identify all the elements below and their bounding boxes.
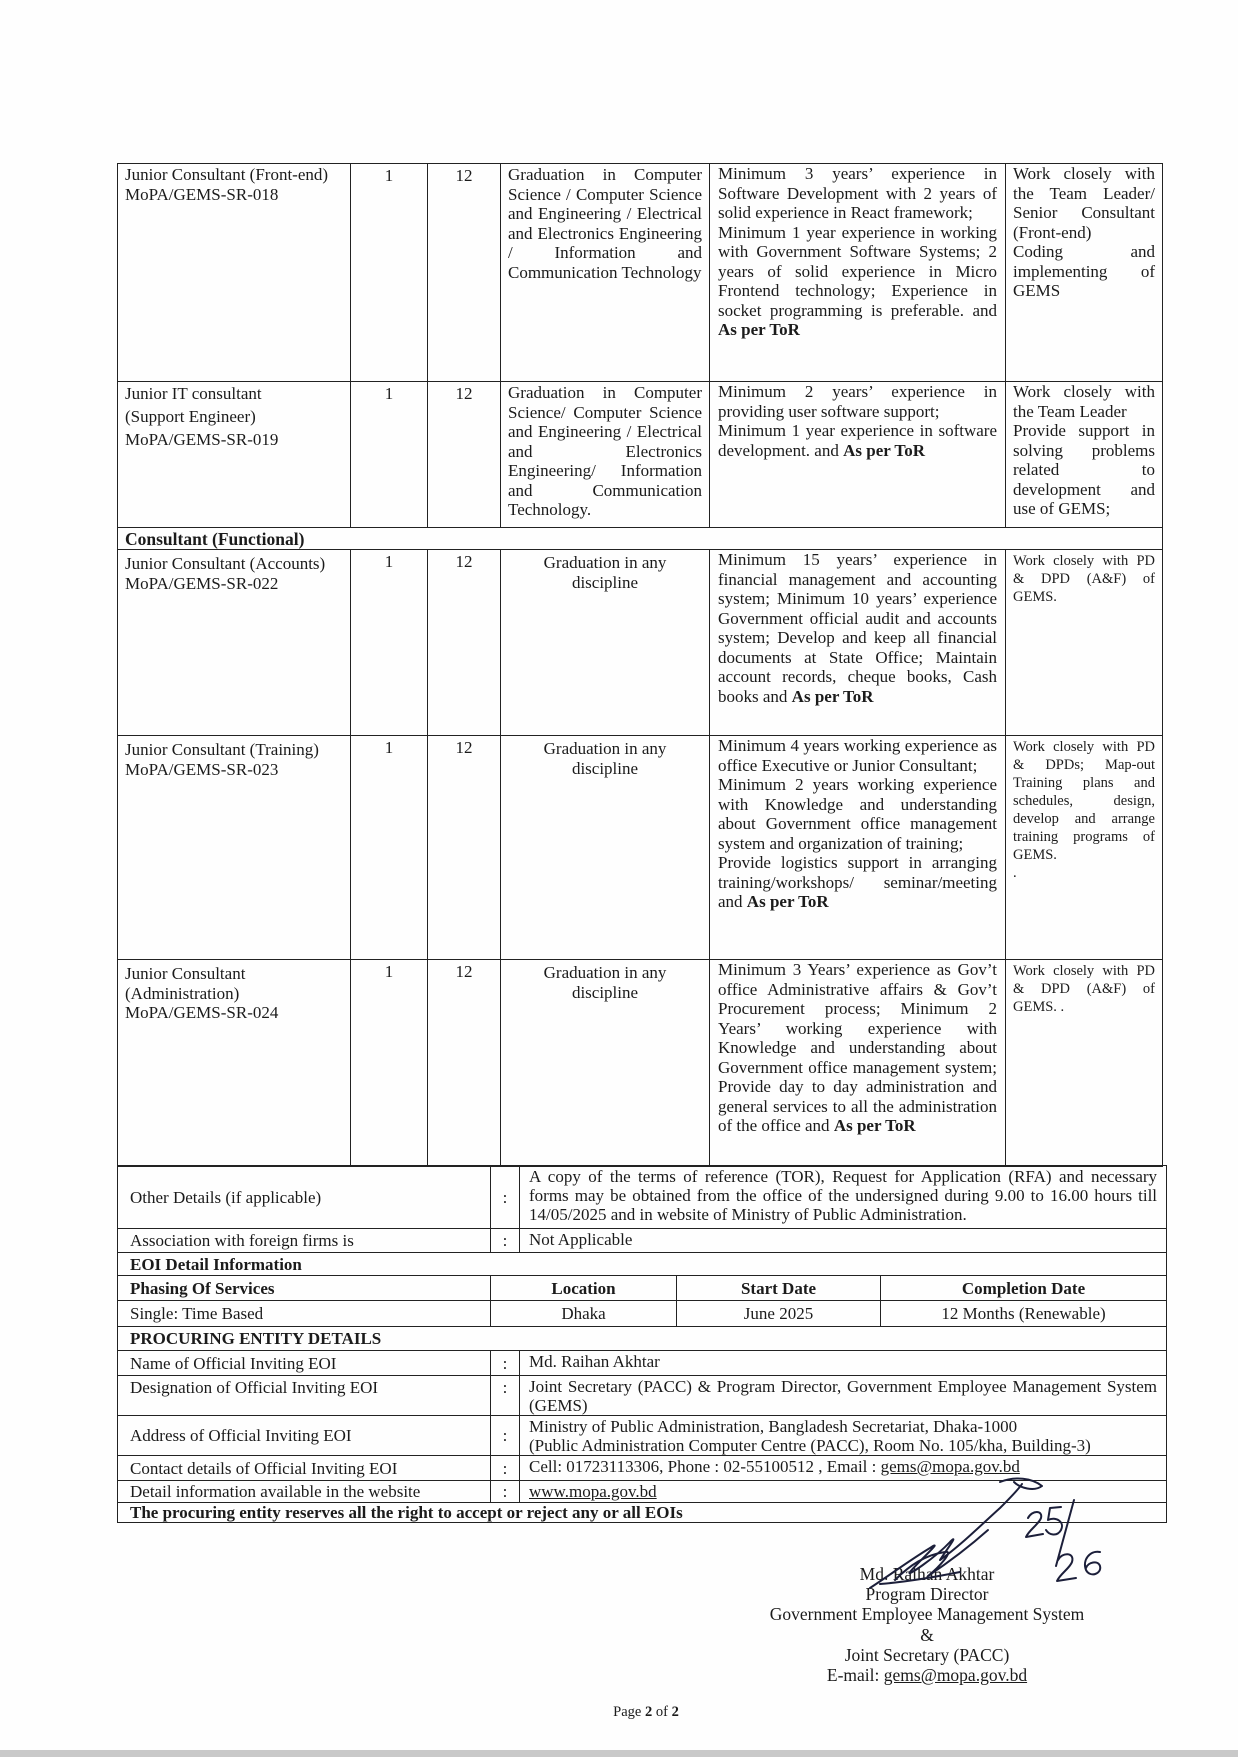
page-number (546, 1704, 746, 1721)
experience-text: Minimum 4 years working experience as office Executive or Junior Consultant; (718, 736, 997, 775)
association-row (118, 1229, 1167, 1253)
position-title-cell (118, 550, 351, 736)
completion-date-value: 12 Months (Renewable) (881, 1301, 1167, 1327)
responsibility-cell (1006, 960, 1163, 1167)
address-label: Address of Official Inviting EOI (118, 1416, 491, 1456)
experience-text (718, 223, 997, 340)
position-code: MoPA/GEMS-SR-023 (125, 759, 279, 779)
qualification-line: discipline (571, 758, 639, 778)
duration-cell: 12 (428, 382, 501, 528)
procuring-entity-heading: PROCURING ENTITY DETAILS (118, 1327, 1167, 1351)
experience-text: Minimum 2 years’ experience in providing user software support; (718, 382, 997, 421)
contact-email: gems@mopa.gov.bd (880, 1457, 1020, 1476)
experience-text (718, 960, 997, 1136)
position-code: MoPA/GEMS-SR-018 (125, 184, 279, 204)
as-per-tor: As per ToR (718, 320, 800, 339)
phasing-value: Single: Time Based (118, 1301, 491, 1327)
contact-numbers: Cell: 01723113306, Phone : 02-55100512 , Email : (529, 1457, 881, 1476)
section-heading: Consultant (Functional) (118, 528, 1163, 550)
responsibility-cell (1006, 382, 1163, 528)
designation-value: Joint Secretary (PACC) & Program Director, Government Employee Management System (GEMS) (520, 1376, 1167, 1416)
as-per-tor: As per ToR (833, 1116, 916, 1135)
duration-cell: 12 (428, 736, 501, 960)
position-title: Junior IT consultant (125, 384, 262, 403)
position-title-cell (118, 960, 351, 1167)
signatory-name: Md. Raihan Akhtar (859, 1564, 995, 1584)
experience-cell (710, 164, 1006, 382)
handwritten-signature (850, 1460, 1110, 1610)
signatory-title: Program Director (865, 1584, 989, 1605)
as-per-tor: As per ToR (791, 686, 874, 706)
experience-text: Minimum 2 years working experience with Knowledge and understanding about Government office management system and organization of training; (718, 775, 997, 853)
eoi-detail-heading: EOI Detail Information (118, 1253, 1167, 1276)
qualification-cell: Graduation in Computer Science/ Computer Science and Engineering / Electrical and Electronics Engineering/ Information and Communication Technology. (501, 382, 710, 528)
positions-table (117, 163, 1163, 1167)
designation-label: Designation of Official Inviting EOI (118, 1376, 491, 1416)
page-word: Page (613, 1704, 645, 1720)
position-title: (Administration) (125, 983, 240, 1003)
qualification-cell: Graduation in Computer Science / Computer Science and Engineering / Electrical and Electronics Engineering / Information and Communication Technology (501, 164, 710, 382)
contact-label: Contact details of Official Inviting EOI (118, 1456, 491, 1481)
signatory-email-line (727, 1665, 1127, 1685)
address-row (118, 1416, 1167, 1456)
qualification-line: Graduation in any (543, 553, 667, 572)
responsibility-text: Provide support in solving problems related to development and use of GEMS; (1013, 421, 1155, 518)
experience-cell (710, 382, 1006, 528)
completion-date-heading: Completion Date (881, 1276, 1167, 1301)
experience-text-part: Minimum 1 year experience in software development. and (718, 421, 997, 460)
official-name-label: Name of Official Inviting EOI (118, 1351, 491, 1376)
address-line: (Public Administration Computer Centre (PACC), Room No. 105/kha, Building-3) (529, 1436, 1091, 1455)
website-label: Detail information available in the website (118, 1481, 491, 1503)
position-title: Junior Consultant (Accounts) (125, 554, 326, 573)
signatory-email: gems@mopa.gov.bd (883, 1665, 1028, 1686)
website-url: www.mopa.gov.bd (529, 1482, 657, 1501)
qualification-cell (501, 550, 710, 736)
position-row (118, 960, 1163, 1167)
experience-cell (710, 550, 1006, 736)
section-heading-row (118, 528, 1163, 550)
responsibility-text: . (1013, 865, 1017, 881)
total-pages: 2 (671, 1704, 679, 1720)
signatory-organization: Government Employee Management System (769, 1604, 1085, 1625)
association-label: Association with foreign firms is (118, 1229, 491, 1253)
designation-row (118, 1376, 1167, 1416)
position-code: MoPA/GEMS-SR-022 (125, 573, 279, 593)
colon: : (491, 1166, 520, 1229)
responsibility-text: Work closely with PD & DPD (A&F) of GEMS. . (1013, 963, 1155, 1015)
colon: : (491, 1416, 520, 1456)
scan-edge (0, 1750, 1238, 1757)
position-title: Junior Consultant (Training) (125, 740, 319, 759)
duration-cell: 12 (428, 960, 501, 1167)
location-value: Dhaka (491, 1301, 677, 1327)
responsibility-text: Work closely with PD & DPD (A&F) of GEMS. (1013, 553, 1155, 605)
experience-text (718, 421, 997, 460)
other-details-row (118, 1166, 1167, 1229)
experience-text (718, 550, 997, 706)
phasing-header-row (118, 1276, 1167, 1301)
experience-text: Minimum 3 years’ experience in Software Development with 2 years of solid experience in React framework; (718, 164, 997, 222)
position-code: MoPA/GEMS-SR-024 (125, 1003, 279, 1022)
responsibility-text: Work closely with PD & DPDs; Map-out Training plans and schedules, design, develop and arrange training programs of GEMS. (1013, 739, 1155, 863)
responsibility-cell (1006, 736, 1163, 960)
experience-text-part: Minimum 3 Years’ experience as Gov’t office Administrative affairs & Gov’t Procurement process; Minimum 2 Years’ working experience with Knowledge and understanding about Government office management system; Provide day to day administration and general services to all the administration of the office and (718, 960, 997, 1135)
quantity-cell: 1 (351, 960, 428, 1167)
position-title-cell (118, 382, 351, 528)
colon: : (491, 1351, 520, 1376)
position-code: MoPA/GEMS-SR-019 (125, 430, 279, 449)
address-line: Ministry of Public Administration, Bangladesh Secretariat, Dhaka-1000 (529, 1417, 1018, 1436)
position-row (118, 550, 1163, 736)
quantity-cell: 1 (351, 382, 428, 528)
position-row (118, 736, 1163, 960)
current-page: 2 (644, 1704, 653, 1720)
responsibility-text: Work closely with the Team Leader (1013, 382, 1155, 421)
qualification-line: discipline (571, 572, 639, 592)
signatory-title-2: Joint Secretary (PACC) (844, 1644, 1010, 1665)
location-heading: Location (491, 1276, 677, 1301)
start-date-heading: Start Date (677, 1276, 881, 1301)
eoi-heading-row (118, 1253, 1167, 1276)
responsibility-text: Work closely with the Team Leader/ Senior Consultant (Front-end) (1013, 164, 1155, 242)
procuring-heading-row (118, 1327, 1167, 1351)
of-word: of (652, 1704, 672, 1720)
address-value (520, 1416, 1167, 1456)
position-row (118, 382, 1163, 528)
other-details-label: Other Details (if applicable) (118, 1166, 491, 1229)
colon: : (491, 1376, 520, 1416)
experience-text-part: Provide logistics support in arranging training/workshops/ seminar/meeting and (718, 853, 997, 911)
as-per-tor: As per ToR (843, 440, 925, 460)
position-title: Junior Consultant (Front-end) (125, 165, 329, 184)
qualification-line: Graduation in any (543, 963, 667, 982)
experience-text-part: Minimum 15 years’ experience in financial management and accounting system; Minimum 10 years’ experience Government official audit and accounts system; Develop and keep all financial documents at State Office; Maintain account records, cheque books, Cash books and (718, 550, 997, 706)
email-label: E-mail: (826, 1665, 884, 1686)
responsibility-text: Coding and implementing of GEMS (1013, 242, 1155, 300)
qualification-line: discipline (571, 982, 639, 1002)
experience-text-part: Minimum 1 year experience in working with Government Software Systems; 2 years of solid experience in Micro Frontend technology; Experience in socket programming is preferable. and (718, 222, 997, 320)
signatory-ampersand: & (920, 1624, 934, 1645)
reservation-note: The procuring entity reserves all the right to accept or reject any or all EOIs (118, 1503, 1167, 1523)
position-title: Junior Consultant (125, 964, 246, 983)
other-details-value: A copy of the terms of reference (TOR), Request for Application (RFA) and necessary forms may be obtained from the office of the undersigned during 9.00 to 16.00 hours till 14/05/2025 and in website of Ministry of Public Administration. (520, 1166, 1167, 1229)
qualification-cell (501, 736, 710, 960)
official-name-row (118, 1351, 1167, 1376)
qualification-cell (501, 960, 710, 1167)
quantity-cell: 1 (351, 736, 428, 960)
experience-text (718, 853, 997, 912)
phasing-heading: Phasing Of Services (118, 1276, 491, 1301)
phasing-value-row (118, 1301, 1167, 1327)
position-title: (Support Engineer) (125, 407, 256, 426)
as-per-tor: As per ToR (746, 892, 829, 911)
official-name-value: Md. Raihan Akhtar (520, 1351, 1167, 1376)
position-row (118, 164, 1163, 382)
association-value: Not Applicable (520, 1229, 1167, 1253)
position-title-cell (118, 164, 351, 382)
position-title-cell (118, 736, 351, 960)
start-date-value: June 2025 (677, 1301, 881, 1327)
experience-cell (710, 960, 1006, 1167)
qualification-line: Graduation in any (543, 739, 667, 758)
quantity-cell: 1 (351, 550, 428, 736)
duration-cell: 12 (428, 550, 501, 736)
quantity-cell: 1 (351, 164, 428, 382)
duration-cell: 12 (428, 164, 501, 382)
colon: : (491, 1229, 520, 1253)
experience-cell (710, 736, 1006, 960)
responsibility-cell (1006, 550, 1163, 736)
colon: : (491, 1481, 520, 1503)
responsibility-cell (1006, 164, 1163, 382)
colon: : (491, 1456, 520, 1481)
